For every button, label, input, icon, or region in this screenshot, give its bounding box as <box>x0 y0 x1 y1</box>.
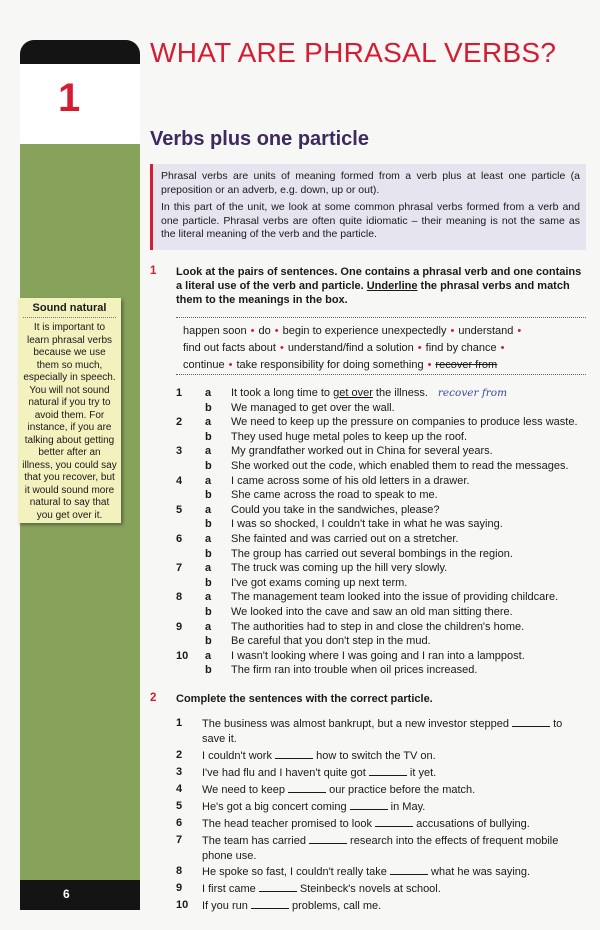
answer-blank <box>512 716 550 727</box>
exercise-1-row <box>150 444 590 459</box>
item-sentence: Could you take in the sandwiches, please? <box>231 503 440 516</box>
meaning-item: understand <box>458 325 514 337</box>
item-number: 6 <box>176 817 183 829</box>
item-sentence <box>202 765 582 781</box>
sentence-text: Steinbeck's novels at school. <box>296 883 441 895</box>
sentence-text: The business was almost bankrupt, but a new investor stepped <box>202 718 513 730</box>
item-sentence <box>202 716 582 747</box>
separator-dot: • <box>279 342 284 354</box>
exercise-1-row <box>150 634 590 649</box>
item-sentence: The authorities had to step in and close the children's home. <box>231 620 525 633</box>
meaning-line <box>183 323 586 340</box>
separator-dot: • <box>250 325 255 337</box>
unit-tab <box>20 40 140 64</box>
item-sentence: My grandfather worked out in China for several years. <box>231 445 493 458</box>
exercise-1-row <box>150 649 590 664</box>
meaning-box <box>176 317 586 375</box>
meaning-item: find out facts about <box>183 342 276 354</box>
page-number: 6 <box>63 887 70 901</box>
instruction-text: the phrasal verbs and match them to the meanings in the box. <box>176 280 570 306</box>
separator-dot: • <box>517 325 522 337</box>
sentence-text: to save it. <box>202 718 563 745</box>
item-number: 6 <box>176 533 183 545</box>
item-sentence: We looked into the cave and saw an old man sitting there. <box>231 606 513 618</box>
item-sentence: They used huge metal poles to keep up the roof. <box>231 430 468 443</box>
item-letter: a <box>205 649 212 662</box>
separator-dot: • <box>417 342 422 354</box>
exercise-1-row <box>150 620 590 635</box>
item-letter: a <box>205 387 212 399</box>
item-number: 4 <box>176 474 183 487</box>
exercise-1-row <box>150 561 590 576</box>
item-number: 5 <box>176 503 183 516</box>
item-letter: a <box>205 620 212 633</box>
handwritten-answer: recover from <box>437 387 508 399</box>
unit-number: 1 <box>58 76 81 120</box>
item-number: 3 <box>176 445 183 458</box>
sentence-text: the illness. <box>372 387 428 399</box>
item-number: 1 <box>176 717 183 729</box>
answer-blank <box>309 833 347 844</box>
item-letter: a <box>205 533 212 545</box>
item-number: 4 <box>176 783 183 795</box>
answer-blank <box>288 782 326 793</box>
item-sentence: I came across some of his old letters in a drawer. <box>231 474 470 487</box>
item-letter: a <box>205 503 212 516</box>
exercise-1-row <box>150 474 590 489</box>
exercise-1-number: 1 <box>150 265 157 277</box>
sentence-text: We need to keep <box>202 784 289 796</box>
item-sentence: She fainted and was carried out on a stretcher. <box>231 533 459 545</box>
exercise-1-row <box>150 590 590 605</box>
item-number: 7 <box>176 562 183 575</box>
meaning-line <box>183 340 586 357</box>
item-sentence <box>202 898 582 914</box>
item-number: 2 <box>176 749 183 761</box>
answer-blank <box>275 748 313 759</box>
item-sentence <box>202 881 582 897</box>
item-number: 1 <box>176 387 183 399</box>
item-sentence: I was so shocked, I couldn't take in what he was saying. <box>231 518 503 531</box>
sentence-text: what he was saying. <box>427 866 531 878</box>
answer-blank <box>350 799 388 810</box>
exercise-1-instruction <box>176 265 586 307</box>
exercise-1-row <box>150 415 590 430</box>
item-letter: b <box>205 401 212 414</box>
note-body: It is important to learn phrasal verbs because we use them so much, especially in speech. You will not sound natural if you try to avoid them. For instance, if you are talking about getting better after an illness, you could say that you recover, but it would sound more natural to say that you get over it. <box>22 322 117 521</box>
meaning-item: take responsibility for doing something <box>236 359 424 371</box>
intro-box <box>150 164 586 250</box>
meaning-item: find by chance <box>425 342 497 354</box>
exercise-1-row <box>150 532 590 547</box>
meaning-item: continue <box>183 359 225 371</box>
item-letter: b <box>205 606 212 618</box>
item-sentence: The group has carried out several bombings in the region. <box>231 547 513 560</box>
separator-dot: • <box>427 359 432 371</box>
item-sentence <box>202 864 582 880</box>
item-letter: a <box>205 474 212 487</box>
sentence-text: I couldn't work <box>202 750 276 762</box>
meaning-item: do <box>258 325 271 337</box>
item-sentence: The truck was coming up the hill very slowly. <box>231 562 448 575</box>
item-number: 9 <box>176 882 183 894</box>
separator-dot: • <box>500 342 505 354</box>
separator-dot: • <box>228 359 233 371</box>
sentence-text: The team has carried <box>202 835 309 847</box>
exercise-1-row <box>150 576 590 591</box>
sound-natural-note <box>18 298 121 523</box>
item-letter: b <box>205 547 212 560</box>
sentence-text: If you run <box>202 900 251 912</box>
item-sentence: We need to keep up the pressure on companies to produce less waste. <box>231 416 578 429</box>
answer-blank <box>259 881 297 892</box>
item-number: 3 <box>176 766 183 778</box>
item-sentence <box>202 799 582 815</box>
exercise-1-row <box>150 663 590 678</box>
exercise-1-row <box>150 430 590 445</box>
item-sentence: She came across the road to speak to me. <box>231 489 438 502</box>
sentence-text: He spoke so fast, I couldn't really take <box>202 866 390 878</box>
item-number: 9 <box>176 620 183 633</box>
exercise-1-row <box>150 459 590 474</box>
phrasal-verb-underline: get over <box>333 387 373 399</box>
item-number: 10 <box>176 899 189 911</box>
intro-paragraph-2: In this part of the unit, we look at some common phrasal verbs formed from a verb and one particle. Phrasal verbs are often quite idiomatic – their meaning is not the same as the literal meaning of the verb and the particle. <box>161 201 580 240</box>
item-sentence <box>231 386 507 401</box>
instruction-text: Look at the pairs of sentences. One contains a phrasal verb and one contains a literal use of the verb and particle. <box>176 266 582 292</box>
exercise-2-instruction: Complete the sentences with the correct particle. <box>176 693 433 705</box>
item-sentence <box>202 833 582 864</box>
sentence-text: in May. <box>387 801 426 813</box>
sentence-text: It took a long time to <box>231 387 334 399</box>
sentence-text: research into the effects of frequent mobile phone use. <box>202 835 559 862</box>
page-title: WHAT ARE PHRASAL VERBS? <box>150 37 557 68</box>
item-number: 8 <box>176 591 183 604</box>
item-letter: b <box>205 518 212 531</box>
section-title: Verbs plus one particle <box>150 128 369 150</box>
sentence-text: I first came <box>202 883 259 895</box>
note-title: Sound natural <box>32 302 107 314</box>
exercise-1-row <box>150 386 590 401</box>
sentence-text: it yet. <box>406 767 437 779</box>
item-sentence: I've got exams coming up next term. <box>231 576 408 589</box>
item-sentence <box>202 748 582 764</box>
answer-blank <box>369 765 407 776</box>
separator-dot: • <box>450 325 455 337</box>
item-number: 7 <box>176 834 183 846</box>
exercise-1-row <box>150 401 590 416</box>
footer-bar <box>20 880 140 910</box>
separator-dot: • <box>274 325 279 337</box>
item-sentence: The management team looked into the issue of providing childcare. <box>231 591 559 604</box>
exercise-1-row <box>150 605 590 620</box>
exercise-2-number: 2 <box>150 692 157 704</box>
item-sentence: We managed to get over the wall. <box>231 401 395 414</box>
item-sentence: The firm ran into trouble when oil prices increased. <box>231 664 478 677</box>
sentence-text: I've had flu and I haven't quite got <box>202 767 369 779</box>
sentence-text: problems, call me. <box>288 900 382 912</box>
item-letter: b <box>205 460 212 472</box>
item-sentence: Be careful that you don't step in the mud. <box>231 635 431 648</box>
meaning-line <box>183 357 586 374</box>
meaning-item: happen soon <box>183 325 247 337</box>
meaning-item: recover from <box>435 359 498 371</box>
sentence-text: accusations of bullying. <box>413 818 530 830</box>
exercise-1-row <box>150 488 590 503</box>
answer-blank <box>375 816 413 827</box>
item-letter: b <box>205 635 212 648</box>
item-letter: b <box>205 430 212 443</box>
unit-number-box <box>20 64 140 144</box>
item-number: 5 <box>176 800 183 812</box>
meaning-item: begin to experience unexpectedly <box>282 325 447 337</box>
item-letter: b <box>205 489 212 502</box>
item-letter: b <box>205 576 212 589</box>
answer-blank <box>251 898 289 909</box>
sentence-text: He's got a big concert coming <box>202 801 350 813</box>
answer-blank <box>390 864 428 875</box>
item-sentence <box>202 816 582 832</box>
exercise-1-row <box>150 547 590 562</box>
item-letter: a <box>205 591 212 604</box>
exercise-1-row <box>150 503 590 518</box>
item-number: 2 <box>176 416 183 429</box>
exercise-1-row <box>150 517 590 532</box>
intro-paragraph-1: Phrasal verbs are units of meaning formed from a verb plus at least one particle (a preposition or an adverb, e.g. down, up or out). <box>161 170 580 196</box>
note-divider <box>23 317 116 318</box>
instruction-underline: Underline <box>366 280 418 292</box>
item-letter: a <box>205 416 212 429</box>
sentence-text: our practice before the match. <box>326 784 476 796</box>
item-letter: b <box>205 664 212 677</box>
meaning-item: understand/find a solution <box>287 342 414 354</box>
item-sentence: I wasn't looking where I was going and I ran into a lamppost. <box>231 649 525 662</box>
sentence-text: how to switch the TV on. <box>313 750 436 762</box>
item-sentence: She worked out the code, which enabled them to read the messages. <box>231 460 569 472</box>
item-number: 10 <box>176 649 189 662</box>
sentence-text: The head teacher promised to look <box>202 818 376 830</box>
item-sentence <box>202 782 582 798</box>
item-letter: a <box>205 445 212 458</box>
item-number: 8 <box>176 865 183 877</box>
item-letter: a <box>205 562 212 575</box>
